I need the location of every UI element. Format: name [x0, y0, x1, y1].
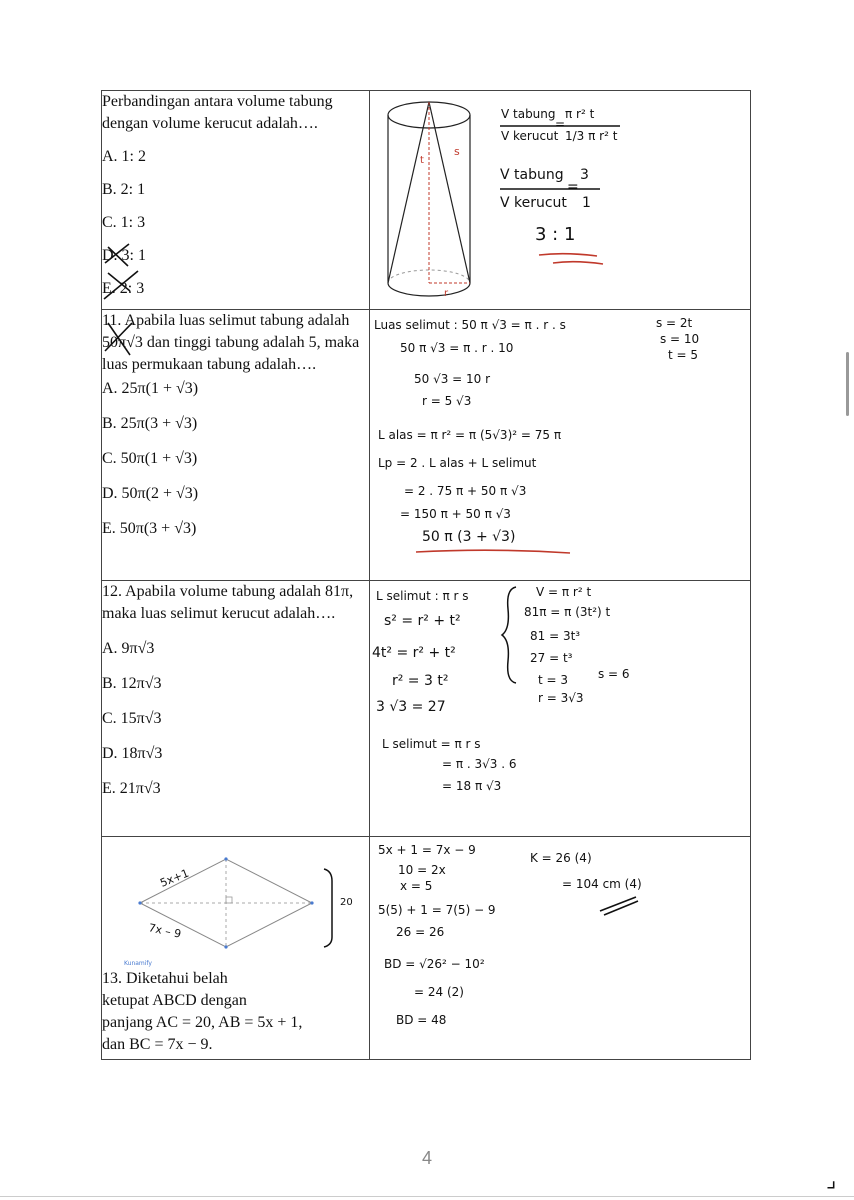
work-line: = 2 . 75 π + 50 π √3 — [403, 484, 527, 498]
work-line: = 24 (2) — [413, 985, 464, 999]
question-stem-12: 12. Apabila volume tabung adalah 81π, maka luas selimut kerucut adalah…. — [102, 583, 354, 622]
work-line: = — [566, 179, 579, 195]
red-underline — [414, 546, 574, 560]
page-bottom-divider — [0, 1196, 854, 1197]
work-line: 4t² = r² + t² — [371, 645, 456, 661]
work-line: BD = √26² − 10² — [383, 957, 485, 971]
work-line: 5(5) + 1 = 7(5) − 9 — [377, 903, 496, 917]
page-number: 4 — [421, 1148, 432, 1168]
work-line: r² = 3 t² — [391, 673, 449, 689]
fraction-bar — [500, 187, 600, 191]
work-line: L alas = π r² = π (5√3)² = 75 π — [377, 428, 562, 442]
brace — [500, 585, 520, 685]
work-line: V tabung — [499, 167, 564, 183]
work-line: V kerucut — [499, 195, 567, 211]
work-line: 1 — [581, 195, 591, 211]
work-line: 81π = π (3t²) t — [523, 605, 611, 619]
work-answer: 3 : 1 — [534, 224, 576, 245]
scrollbar-thumb[interactable] — [846, 352, 849, 416]
answer-check-mark — [102, 267, 142, 303]
watermark-logo: Kunamify — [124, 960, 152, 967]
answer-underline — [596, 893, 642, 917]
question-stem-13-line-1: 13. Diketahui belah — [102, 970, 228, 987]
question-cell-12 — [102, 581, 370, 837]
work-line: = — [554, 117, 566, 131]
work-line: x = 5 — [399, 879, 433, 893]
option-11-d: D. 50π(2 + √3) — [102, 485, 199, 502]
option-12-e: E. 21π√3 — [102, 780, 161, 797]
option-12-a: A. 9π√3 — [102, 640, 155, 657]
work-line: 81 = 3t³ — [529, 629, 581, 643]
answer-check-mark — [102, 241, 132, 269]
rhombus-figure — [118, 845, 368, 967]
work-line: = 18 π √3 — [441, 779, 502, 793]
work-cell-10 — [369, 91, 750, 310]
question-stem-13-line-4: dan BC = 7x − 9. — [102, 1036, 213, 1053]
work-line: r = 5 √3 — [421, 394, 472, 408]
question-row-12 — [102, 581, 751, 837]
question-stem-13-line-3: panjang AC = 20, AB = 5x + 1, — [102, 1014, 303, 1031]
figure-label-bottom: 7x – 9 — [147, 921, 183, 941]
work-line: s² = r² + t² — [383, 613, 461, 629]
option-12-b: B. 12π√3 — [102, 675, 162, 692]
work-line: V kerucut — [500, 129, 559, 143]
option-10-a: A. 1: 2 — [102, 148, 146, 165]
question-stem-10: Perbandingan antara volume tabung dengan volume kerucut adalah…. — [102, 93, 333, 132]
work-line: s = 6 — [597, 667, 630, 681]
work-line: 50 π √3 = π . r . 10 — [399, 341, 514, 355]
answer-check-mark — [102, 319, 136, 357]
work-answer: 50 π (3 + √3) — [421, 529, 516, 545]
question-stem-11: 11. Apabila luas selimut tabung adalah 50π√3 dan tinggi tabung adalah 5, maka luas permukaan tabung adalah…. — [102, 312, 360, 373]
question-cell-13 — [102, 837, 370, 1060]
fraction-bar — [500, 124, 620, 128]
work-line: t = 3 — [537, 673, 569, 687]
question-row-13 — [102, 837, 751, 1060]
option-10-c: C. 1: 3 — [102, 214, 146, 231]
work-line: K = 26 (4) — [529, 851, 592, 865]
figure-label-right: 20 — [340, 897, 353, 908]
option-10-b: B. 2: 1 — [102, 181, 146, 198]
question-row-10 — [102, 91, 751, 310]
work-line: = 150 π + 50 π √3 — [399, 507, 511, 521]
work-line: 3 √3 = 27 — [375, 699, 446, 715]
option-10-e: E. 2: 3 — [102, 280, 145, 297]
work-line: 27 = t³ — [529, 651, 573, 665]
option-11-a: A. 25π(1 + √3) — [102, 380, 199, 397]
work-line: 5x + 1 = 7x − 9 — [377, 843, 476, 857]
option-11-e: E. 50π(3 + √3) — [102, 520, 197, 537]
work-line: r = 3√3 — [537, 691, 584, 705]
work-line: V = π r² t — [535, 585, 592, 599]
work-line: s = 10 — [659, 332, 700, 346]
work-line: π r² t — [564, 107, 595, 121]
work-line: s = 2t — [655, 316, 693, 330]
work-cell-12 — [369, 581, 750, 837]
work-cell-11 — [369, 310, 750, 581]
question-table — [101, 90, 751, 1060]
work-line: 1/3 π r² t — [564, 129, 618, 143]
option-11-b: B. 25π(3 + √3) — [102, 415, 198, 432]
work-answer: BD = 48 — [395, 1013, 447, 1027]
work-answer: = 104 cm (4) — [561, 877, 642, 891]
figure-label-r: r — [443, 288, 449, 299]
question-cell-10 — [102, 91, 370, 310]
work-cell-13 — [369, 837, 750, 1060]
option-10-d: D. 3: 1 — [102, 247, 146, 264]
question-cell-11 — [102, 310, 370, 581]
work-line: V tabung — [500, 107, 556, 121]
work-line: Lp = 2 . L alas + L selimut — [377, 456, 537, 470]
red-underline — [535, 249, 605, 269]
figure-label-top: 5x+1 — [158, 866, 191, 890]
work-line: L selimut : π r s — [375, 589, 469, 603]
work-line: 3 — [579, 167, 589, 183]
work-line: L selimut = π r s — [381, 737, 481, 751]
figure-label-t: t — [419, 155, 424, 166]
work-line: 26 = 26 — [395, 925, 445, 939]
option-12-c: C. 15π√3 — [102, 710, 162, 727]
option-12-d: D. 18π√3 — [102, 745, 163, 762]
work-line: 50 √3 = 10 r — [413, 372, 491, 386]
figure-label-s: s — [453, 145, 460, 158]
work-line: 10 = 2x — [397, 863, 446, 877]
question-stem-13-line-2: ketupat ABCD dengan — [102, 992, 247, 1009]
resize-corner-icon: ⌟ — [826, 1168, 837, 1193]
work-line: = π . 3√3 . 6 — [441, 757, 517, 771]
question-row-11 — [102, 310, 751, 581]
work-line: t = 5 — [667, 348, 699, 362]
option-11-c: C. 50π(1 + √3) — [102, 450, 198, 467]
work-line: Luas selimut : 50 π √3 = π . r . s — [373, 318, 566, 332]
